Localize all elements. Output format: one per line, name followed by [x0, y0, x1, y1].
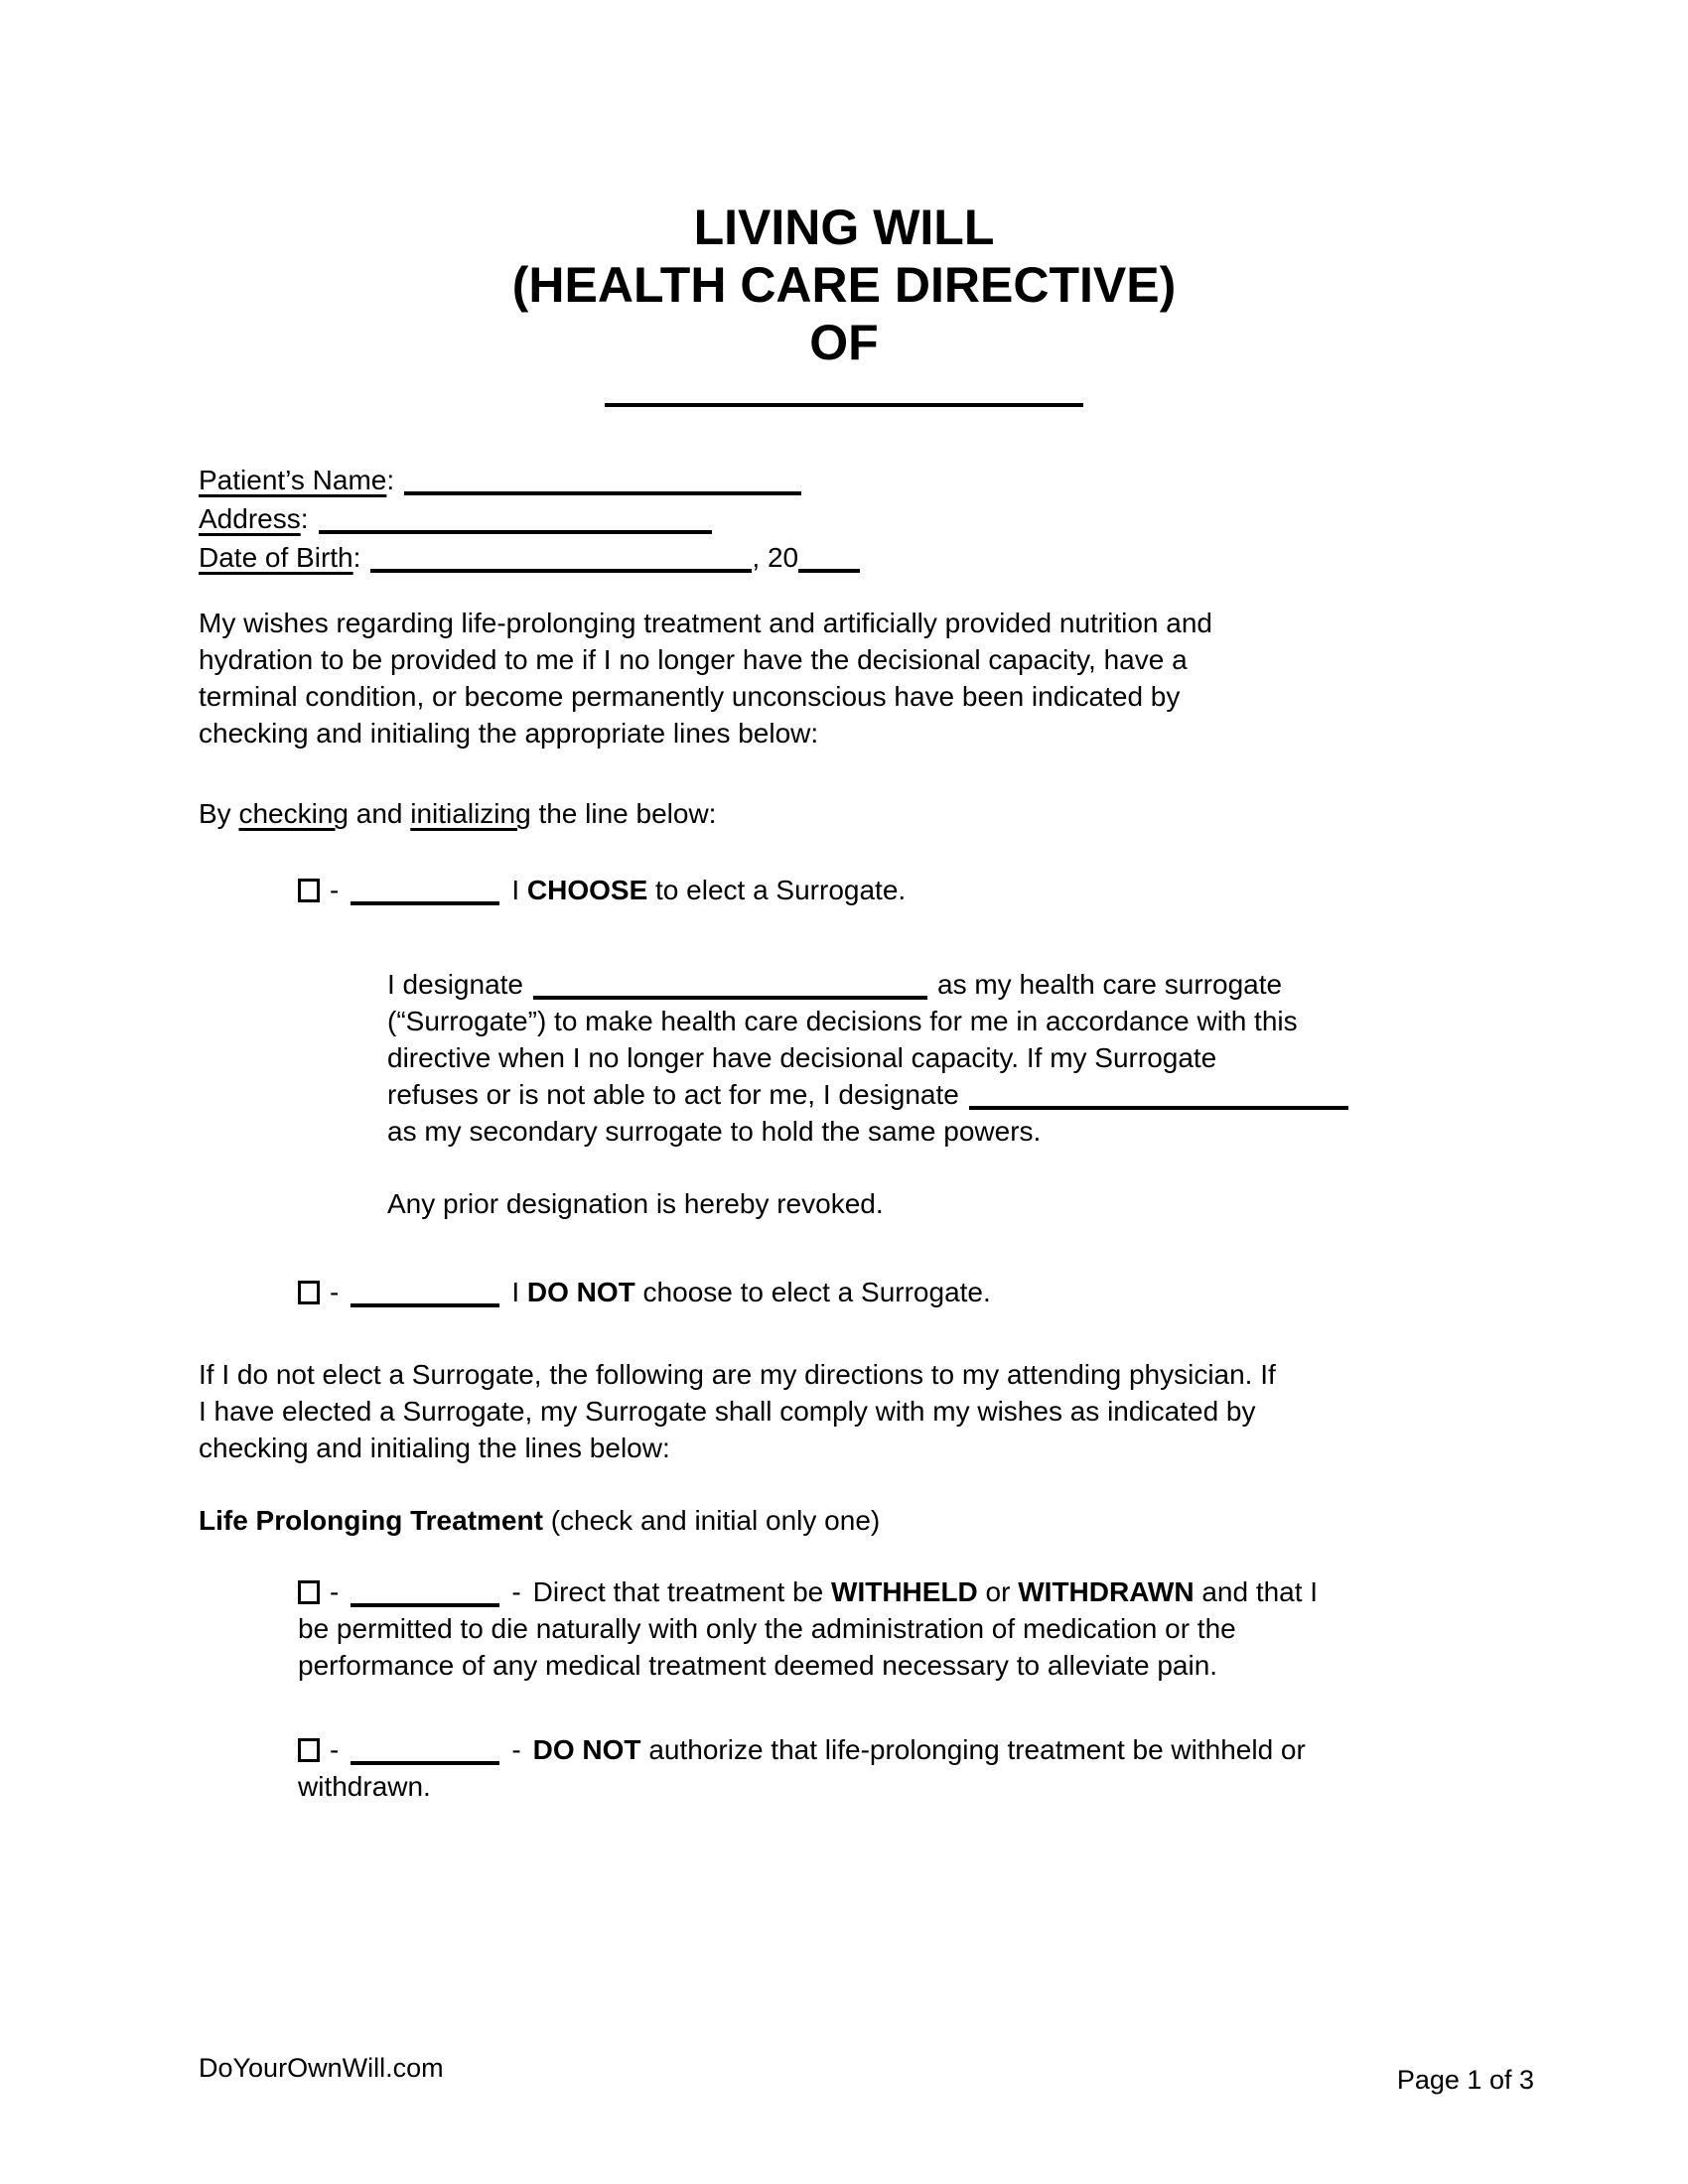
do-not-choose-surrogate-option-row — [298, 1274, 1489, 1310]
paragraph-line — [387, 966, 1489, 1003]
physician-directions-paragraph — [199, 1356, 1489, 1466]
life-prolonging-treatment-heading — [199, 1502, 1489, 1539]
option-text: to elect a Surrogate. — [647, 875, 907, 905]
dash-separator: - — [330, 1734, 340, 1765]
choose-initials-blank[interactable] — [351, 895, 499, 905]
initializing-underlined-word: initializing — [410, 798, 531, 829]
footer-page-number: Page 1 of 3 — [1396, 2065, 1534, 2095]
paragraph-line: terminal condition, or become permanently unconscious have been indicated by — [199, 681, 1181, 712]
paragraph-line: withdrawn. — [298, 1771, 431, 1802]
title-line-3: OF — [809, 315, 879, 370]
option-text: choose to elect a Surrogate. — [634, 1277, 991, 1307]
instruction-text: By — [199, 798, 239, 829]
paragraph-line: (“Surrogate”) to make health care decisions for me in accordance with this — [387, 1006, 1298, 1036]
heading-bold-text: Life Prolonging Treatment — [199, 1505, 543, 1536]
primary-surrogate-name-blank[interactable] — [533, 990, 927, 1000]
withheld-withdrawn-option — [298, 1573, 1489, 1684]
choose-surrogate-option-row — [298, 872, 1489, 908]
paragraph-line: directive when I no longer have decisional capacity. If my Surrogate — [387, 1042, 1217, 1073]
choose-surrogate-checkbox[interactable] — [298, 879, 320, 902]
dash-separator: - — [330, 875, 340, 905]
withheld-withdrawn-checkbox[interactable] — [298, 1580, 320, 1604]
checking-underlined-word: checking — [238, 798, 349, 829]
intro-paragraph — [199, 605, 1489, 751]
paragraph-line: be permitted to die naturally with only the administration of medication or the — [298, 1613, 1236, 1644]
document-title — [199, 199, 1489, 371]
patient-name-row — [199, 461, 1489, 499]
address-label: Address — [199, 503, 301, 534]
paragraph-line: If I do not elect a Surrogate, the following are my directions to my attending physician. If — [199, 1359, 1276, 1390]
dash-separator: - — [511, 1576, 521, 1607]
paragraph-line: as my secondary surrogate to hold the same powers. — [387, 1116, 1042, 1147]
date-of-birth-row — [199, 538, 1489, 577]
prior-designation-revocation: Any prior designation is hereby revoked. — [387, 1188, 884, 1219]
surrogate-designation-paragraph — [387, 966, 1489, 1150]
address-row — [199, 499, 1489, 538]
choose-keyword: CHOOSE — [526, 875, 648, 905]
paragraph-line — [298, 1731, 1489, 1768]
withdrawn-keyword: WITHDRAWN — [1018, 1576, 1195, 1607]
address-blank[interactable] — [319, 524, 712, 534]
date-of-birth-blank[interactable] — [370, 563, 752, 573]
by-checking-instruction — [199, 795, 1489, 832]
option-text: and that I — [1194, 1576, 1319, 1607]
paragraph-line: checking and initialing the lines below: — [199, 1433, 670, 1463]
date-of-birth-label: Date of Birth — [199, 542, 353, 573]
paragraph-line: performance of any medical treatment deemed necessary to alleviate pain. — [298, 1650, 1218, 1681]
instruction-text: and — [348, 798, 411, 829]
do-not-authorize-option — [298, 1731, 1489, 1805]
patient-name-label: Patient’s Name — [199, 465, 387, 495]
label-colon: : — [300, 503, 309, 534]
secondary-surrogate-name-blank[interactable] — [969, 1100, 1348, 1110]
designation-text: I designate — [387, 969, 523, 1000]
heading-note-text: (check and initial only one) — [542, 1505, 881, 1536]
do-not-keyword: DO NOT — [532, 1734, 641, 1765]
label-colon: : — [386, 465, 395, 495]
do-not-authorize-initials-blank[interactable] — [351, 1755, 499, 1765]
paragraph-line: checking and initialing the appropriate lines below: — [199, 718, 819, 749]
option-text: authorize that life-prolonging treatment be withheld or — [640, 1734, 1306, 1765]
withheld-initials-blank[interactable] — [351, 1597, 499, 1607]
do-not-choose-initials-blank[interactable] — [351, 1297, 499, 1307]
patient-name-blank[interactable] — [404, 485, 801, 495]
paragraph-line: My wishes regarding life-prolonging treatment and artificially provided nutrition and — [199, 608, 1212, 638]
paragraph-line — [387, 1076, 1489, 1113]
paragraph-line: I have elected a Surrogate, my Surrogate shall comply with my wishes as indicated by — [199, 1396, 1256, 1427]
paragraph-line — [298, 1573, 1489, 1610]
patient-info-section — [199, 461, 1489, 577]
do-not-authorize-checkbox[interactable] — [298, 1738, 320, 1762]
instruction-text: the line below: — [530, 798, 717, 829]
option-text: I — [511, 875, 527, 905]
footer-website-text: DoYourOwnWill.com — [199, 2053, 444, 2083]
option-text: or — [977, 1576, 1019, 1607]
withheld-keyword: WITHHELD — [831, 1576, 978, 1607]
dash-separator: - — [511, 1734, 521, 1765]
do-not-choose-surrogate-checkbox[interactable] — [298, 1281, 320, 1304]
title-line-2: (HEALTH CARE DIRECTIVE) — [511, 257, 1177, 313]
do-not-keyword: DO NOT — [526, 1277, 635, 1307]
dash-separator: - — [330, 1277, 340, 1307]
paragraph-line: hydration to be provided to me if I no longer have the decisional capacity, have a — [199, 644, 1188, 675]
dash-separator: - — [330, 1576, 340, 1607]
dob-year-prefix: , 20 — [752, 542, 799, 573]
designation-text: refuses or is not able to act for me, I designate — [387, 1079, 959, 1110]
label-colon: : — [352, 542, 361, 573]
dob-year-blank[interactable] — [798, 563, 860, 573]
option-text: I — [511, 1277, 527, 1307]
designation-text: as my health care surrogate — [937, 969, 1283, 1000]
title-line-1: LIVING WILL — [693, 200, 995, 255]
option-text: Direct that treatment be — [532, 1576, 832, 1607]
declarant-name-blank[interactable] — [605, 403, 1083, 407]
